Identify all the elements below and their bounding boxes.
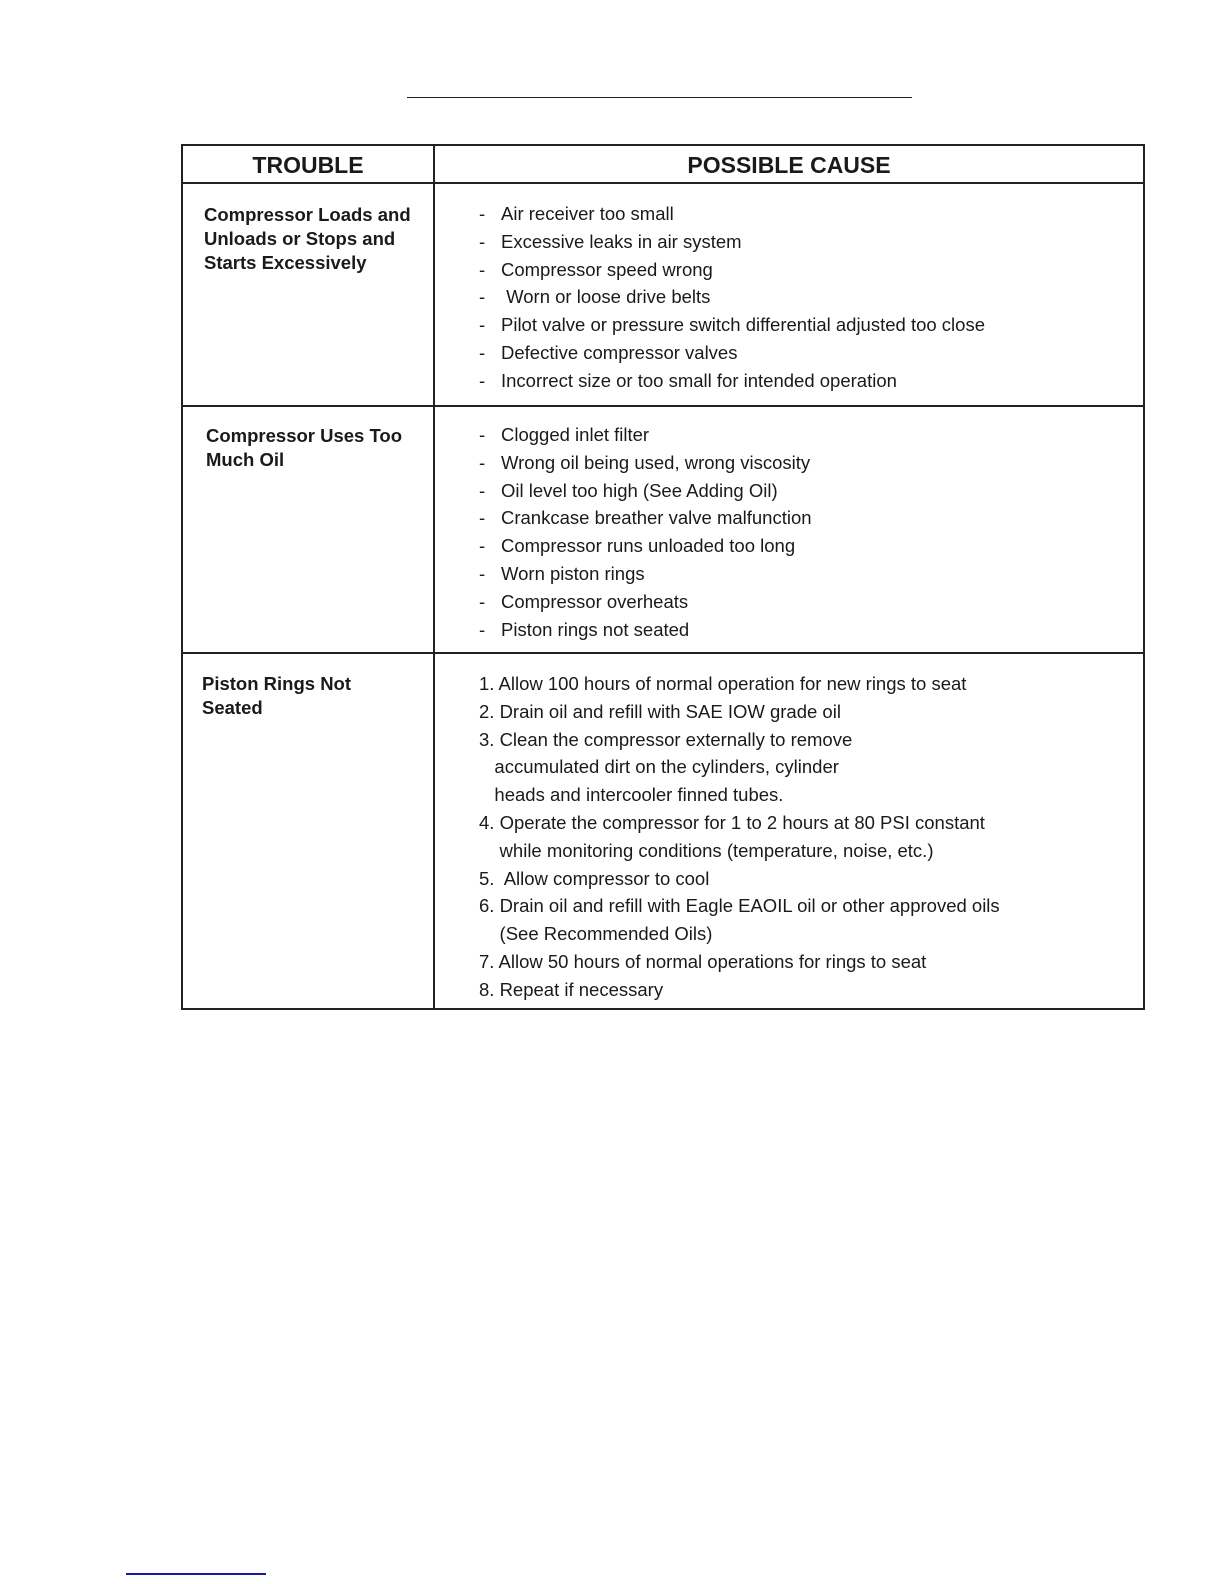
row-divider bbox=[183, 652, 1143, 654]
cause-text: Compressor speed wrong bbox=[501, 258, 713, 280]
bullet-dash: - bbox=[479, 341, 486, 363]
cause-item bbox=[479, 560, 812, 588]
trouble-line: Compressor Loads and bbox=[204, 204, 411, 225]
trouble-cell bbox=[206, 424, 402, 472]
step-line: 7. Allow 50 hours of normal operations for rings to seat bbox=[479, 950, 927, 972]
trouble-line: Unloads or Stops and bbox=[204, 228, 396, 249]
footer-link-rule bbox=[126, 1573, 266, 1575]
bullet-dash: - bbox=[479, 451, 486, 473]
header-possible-cause: POSSIBLE CAUSE bbox=[687, 152, 891, 178]
cause-item bbox=[479, 588, 812, 616]
cause-text: Pilot valve or pressure switch differential adjusted too close bbox=[501, 314, 985, 336]
bullet-dash: - bbox=[479, 230, 486, 252]
cause-item bbox=[479, 311, 985, 339]
step-line: 1. Allow 100 hours of normal operation for new rings to seat bbox=[479, 673, 967, 694]
step-line: 6. Drain oil and refill with Eagle EAOIL oil or other approved oils bbox=[479, 895, 1000, 917]
cause-text: Clogged inlet filter bbox=[501, 424, 650, 445]
cause-list bbox=[479, 421, 812, 643]
trouble-line: Compressor Uses Too bbox=[206, 425, 403, 446]
cause-item bbox=[479, 339, 985, 367]
cause-item bbox=[479, 449, 812, 477]
step-line: 5. Allow compressor to cool bbox=[479, 867, 710, 889]
cause-item bbox=[479, 256, 985, 284]
step-list bbox=[479, 670, 1000, 1004]
bullet-dash: - bbox=[479, 562, 486, 584]
cause-item bbox=[479, 421, 812, 449]
cause-text: Incorrect size or too small for intended operation bbox=[501, 369, 897, 391]
cause-item bbox=[479, 477, 812, 505]
cause-text: Air receiver too small bbox=[501, 203, 674, 224]
header-trouble: TROUBLE bbox=[252, 152, 364, 178]
cause-item bbox=[479, 532, 812, 560]
trouble-cell bbox=[204, 203, 411, 275]
cause-item bbox=[479, 200, 985, 228]
bullet-dash: - bbox=[479, 314, 486, 336]
cause-item bbox=[479, 616, 812, 644]
bullet-dash: - bbox=[479, 590, 486, 612]
trouble-line: Much Oil bbox=[206, 449, 285, 470]
cause-list bbox=[479, 200, 985, 395]
bullet-dash: - bbox=[479, 618, 486, 640]
cause-text: Wrong oil being used, wrong viscosity bbox=[501, 451, 811, 473]
bullet-dash: - bbox=[479, 258, 486, 280]
cause-text: Compressor runs unloaded too long bbox=[501, 535, 796, 557]
bullet-dash: - bbox=[479, 479, 486, 501]
trouble-line: Piston Rings Not bbox=[202, 673, 352, 694]
step-line: heads and intercooler finned tubes. bbox=[479, 784, 784, 806]
cause-text: Piston rings not seated bbox=[501, 618, 690, 640]
bullet-dash: - bbox=[479, 424, 486, 445]
header-rule bbox=[407, 97, 912, 98]
trouble-line: Starts Excessively bbox=[204, 252, 367, 273]
cause-item bbox=[479, 283, 985, 311]
cause-item bbox=[479, 367, 985, 395]
cause-item bbox=[479, 504, 812, 532]
cause-text: Worn piston rings bbox=[501, 562, 645, 584]
bullet-dash: - bbox=[479, 369, 486, 391]
bullet-dash: - bbox=[479, 286, 486, 308]
cause-text: Compressor overheats bbox=[501, 590, 689, 612]
row-divider bbox=[183, 182, 1143, 184]
troubleshooting-table bbox=[181, 144, 1145, 1010]
cause-text: Oil level too high (See Adding Oil) bbox=[501, 479, 778, 501]
step-line: accumulated dirt on the cylinders, cylinder bbox=[479, 756, 839, 778]
step-line: 3. Clean the compressor externally to remove bbox=[479, 728, 853, 750]
step-line: while monitoring conditions (temperature, noise, etc.) bbox=[479, 839, 934, 861]
step-line: 2. Drain oil and refill with SAE IOW grade oil bbox=[479, 700, 841, 722]
bullet-dash: - bbox=[479, 535, 486, 557]
cause-text: Worn or loose drive belts bbox=[501, 286, 711, 308]
cause-item bbox=[479, 228, 985, 256]
step-line: 8. Repeat if necessary bbox=[479, 978, 664, 1000]
cause-text: Crankcase breather valve malfunction bbox=[501, 507, 812, 529]
bullet-dash: - bbox=[479, 507, 486, 529]
step-line: (See Recommended Oils) bbox=[479, 923, 713, 945]
trouble-line: Seated bbox=[202, 697, 263, 718]
row-divider bbox=[183, 405, 1143, 407]
cause-text: Defective compressor valves bbox=[501, 341, 738, 363]
trouble-cell bbox=[202, 672, 351, 720]
bullet-dash: - bbox=[479, 203, 486, 224]
column-divider bbox=[433, 146, 435, 1008]
cause-text: Excessive leaks in air system bbox=[501, 230, 742, 252]
step-line: 4. Operate the compressor for 1 to 2 hours at 80 PSI constant bbox=[479, 811, 985, 833]
